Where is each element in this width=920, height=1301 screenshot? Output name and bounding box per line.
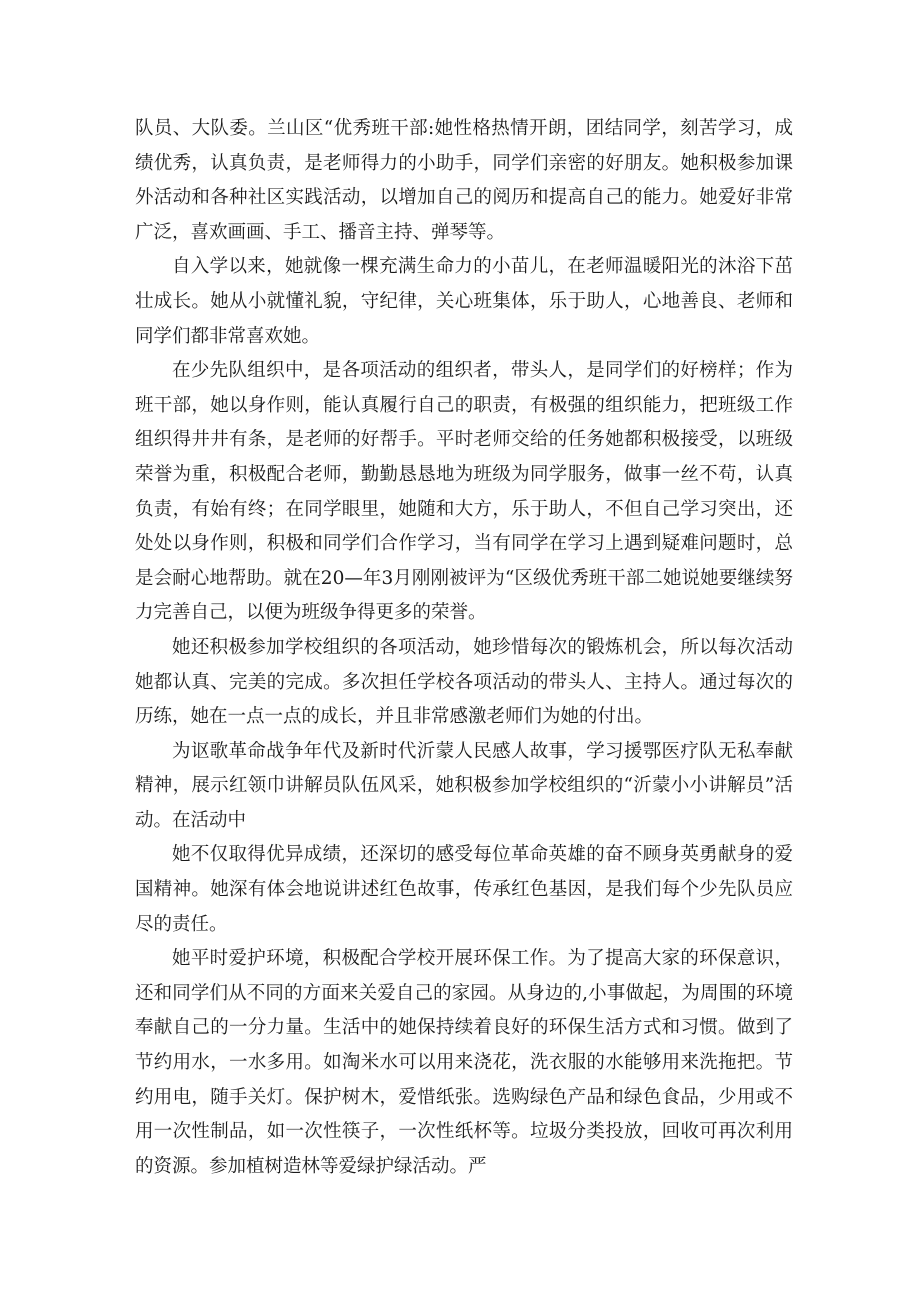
paragraph-2: 自入学以来，她就像一棵充满生命力的小苗儿，在老师温暖阳光的沐浴下茁壮成长。她从小就懂礼貌，守纪律，关心班集体，乐于助人，心地善良、老师和同学们都非常喜欢她。	[135, 256, 793, 347]
paragraph-6: 她不仅取得优异成绩，还深切的感受每位革命英雄的奋不顾身英勇献身的爱国精神。她深有体会地说讲述红色故事，传承红色基因，是我们每个少先队员应尽的责任。	[135, 844, 793, 935]
paragraph-1: 队员、大队委。兰山区“优秀班干部:她性格热情开朗，团结同学，刻苦学习，成绩优秀，认真负责，是老师得力的小助手，同学们亲密的好朋友。她积极参加课外活动和各种社区实践活动，以增加自己的阅历和提高自己的能力。她爱好非常广泛，喜欢画画、手工、播音主持、弹琴等。	[135, 118, 793, 243]
paragraph-7: 她平时爱护环境，积极配合学校开展环保工作。为了提高大家的环保意识，还和同学们从不同的方面来关爱自己的家园。从身边的,小事做起，为周围的环境奉献自己的一分力量。生活中的她保持续着良好的环保生活方式和习惯。做到了节约用水，一水多用。如淘米水可以用来浇花，洗衣服的水能够用来洗拖把。节约用电，随手关灯。保护树木，爱惜纸张。选购绿色产品和绿色食品，少用或不用一次性制品，如一次性筷子，一次性纸杯等。垃圾分类投放，回收可再次利用的资源。参加植树造林等爱绿护绿活动。严	[135, 948, 793, 1177]
paragraph-5: 为讴歌革命战争年代及新时代沂蒙人民感人故事，学习援鄂医疗队无私奉献精神，展示红领巾讲解员队伍风采，她积极参加学校组织的“沂蒙小小讲解员”活动。在活动中	[135, 740, 793, 831]
paragraph-3: 在少先队组织中，是各项活动的组织者，带头人，是同学们的好榜样；作为班干部，她以身作则，能认真履行自己的职责，有极强的组织能力，把班级工作组织得井井有条，是老师的好帮手。平时老师交给的任务她都积极接受，以班级荣誉为重，积极配合老师，勤勤恳恳地为班级为同学服务，做事一丝不苟，认真负责，有始有终；在同学眼里，她随和大方，乐于助人，不但自己学习突出，还处处以身作则，积极和同学们合作学习，当有同学在学习上遇到疑难问题时，总是会耐心地帮助。就在20—年3月刚刚被评为“区级优秀班干部二她说她要继续努力完善自己，以便为班级争得更多的荣誉。	[135, 360, 793, 624]
document-body	[135, 112, 793, 1184]
paragraph-4: 她还积极参加学校组织的各项活动，她珍惜每次的锻炼机会，所以每次活动她都认真、完美的完成。多次担任学校各项活动的带头人、主持人。通过每次的历练，她在一点一点的成长，并且非常感激老师们为她的付出。	[135, 636, 793, 728]
